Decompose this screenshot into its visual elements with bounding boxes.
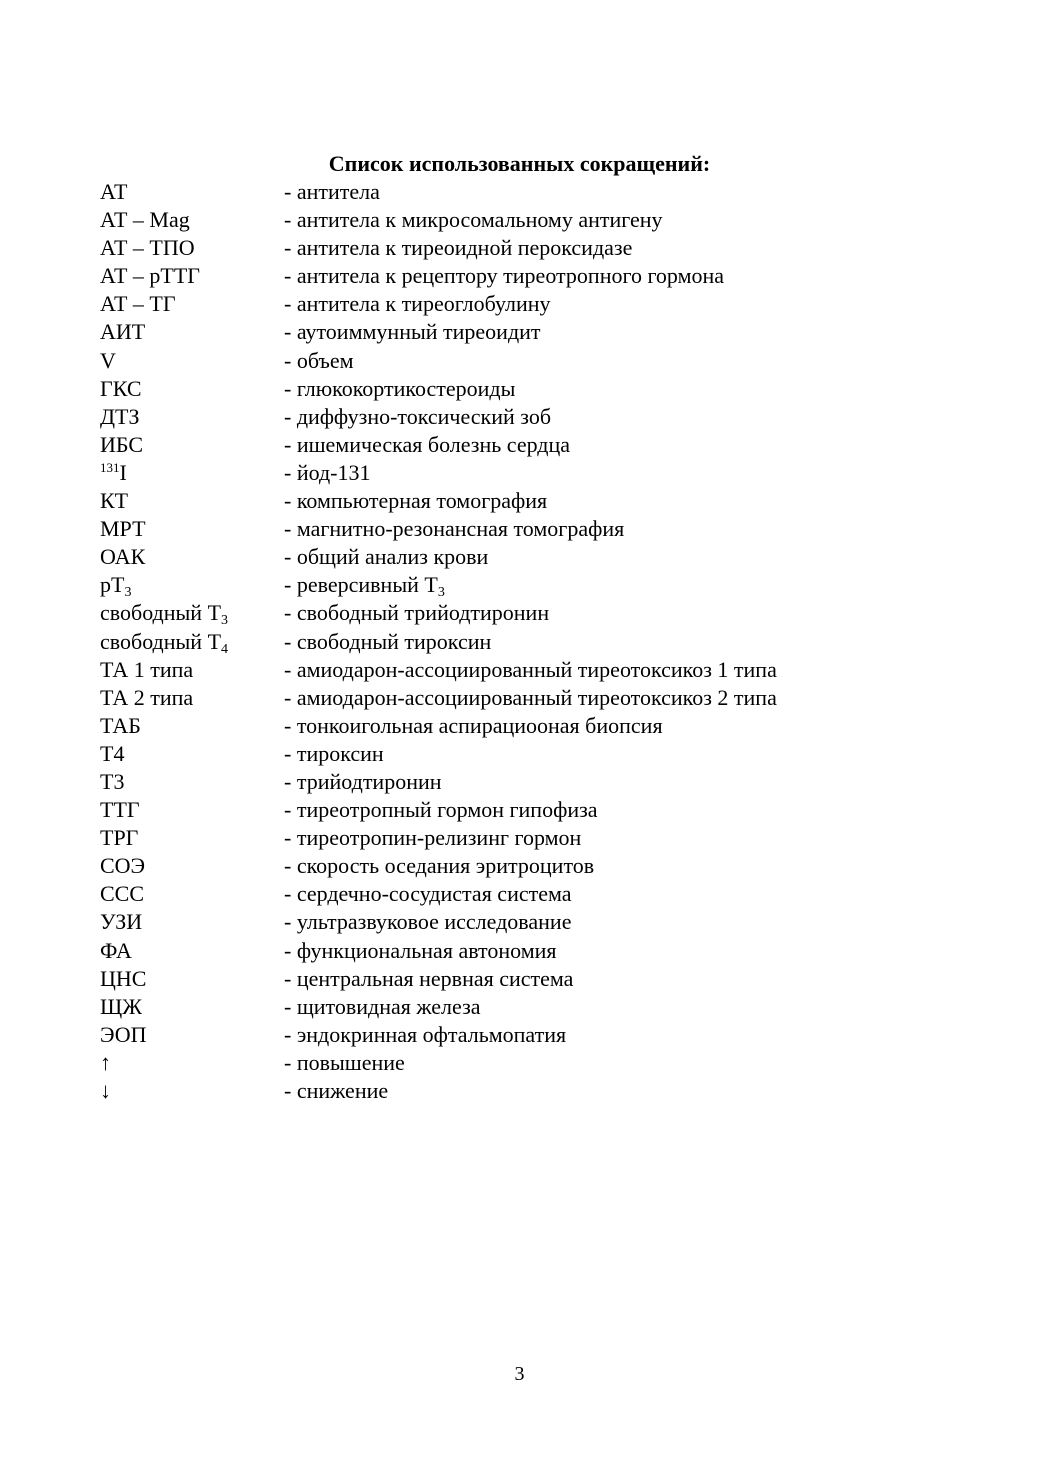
abbreviation-term-text: ДТЗ: [100, 403, 140, 429]
abbreviation-term: [100, 684, 193, 712]
abbreviation-definition-text: - щитовидная железа: [284, 993, 481, 1019]
abbreviation-term: [100, 487, 128, 515]
abbreviation-term-text: ↓: [100, 1078, 111, 1103]
abbreviation-list: [0, 178, 1039, 1105]
abbreviation-term-text: СОЭ: [100, 853, 146, 879]
abbreviation-row: [0, 543, 1039, 571]
abbreviation-row: [0, 1077, 1039, 1105]
abbreviation-term: [100, 908, 142, 936]
abbreviation-term-text: Т4: [100, 740, 125, 766]
abbreviation-term-text: ТРГ: [100, 825, 139, 851]
abbreviation-term-text: ССС: [100, 881, 145, 907]
abbreviation-row: [0, 290, 1039, 318]
abbreviation-definition: [284, 740, 384, 768]
abbreviation-row: [0, 993, 1039, 1021]
abbreviation-row: [0, 178, 1039, 206]
abbreviation-term-text: ФА: [100, 937, 132, 963]
abbreviation-definition-text: - реверсивный Т: [284, 572, 438, 598]
abbreviation-definition-text: - функциональная автономия: [284, 937, 557, 963]
abbreviation-term-text: ТАБ: [100, 712, 141, 738]
abbreviation-row: [0, 712, 1039, 740]
abbreviation-definition-text: - тироксин: [284, 740, 384, 766]
abbreviation-definition-text: - антитела к тиреоидной пероксидазе: [284, 235, 633, 261]
abbreviation-term: [100, 403, 139, 431]
abbreviation-definition: [284, 262, 724, 290]
abbreviation-term: [100, 543, 145, 571]
abbreviation-row: [0, 628, 1039, 656]
abbreviation-definition-text: - ультразвуковое исследование: [284, 909, 572, 935]
abbreviation-term-text: АИТ: [100, 319, 146, 345]
abbreviation-row: [0, 318, 1039, 346]
abbreviation-definition: [284, 571, 445, 599]
abbreviation-row: [0, 234, 1039, 262]
abbreviation-definition-text: - аутоиммунный тиреоидит: [284, 319, 541, 345]
abbreviation-definition: [284, 908, 571, 936]
abbreviation-definition-text: - центральная нервная система: [284, 965, 574, 991]
abbreviation-row: [0, 1021, 1039, 1049]
abbreviation-term-text: свободный Т: [100, 600, 222, 626]
abbreviation-definition: [284, 515, 624, 543]
abbreviation-definition: [284, 993, 481, 1021]
abbreviation-term: [100, 599, 228, 627]
abbreviation-term-text: АТ – Mag: [100, 207, 190, 233]
abbreviation-row: [0, 571, 1039, 599]
abbreviation-term: [100, 318, 145, 346]
abbreviation-row: [0, 599, 1039, 627]
abbreviation-definition: [284, 628, 491, 656]
abbreviation-term-text: ЭОП: [100, 1021, 147, 1047]
abbreviation-row: [0, 684, 1039, 712]
abbreviation-row: [0, 852, 1039, 880]
abbreviation-definition: [284, 347, 354, 375]
abbreviation-definition-text: - йод-131: [284, 459, 371, 485]
abbreviation-definition: [284, 178, 380, 206]
abbreviation-definition-text: - антитела к рецептору тиреотропного гормона: [284, 263, 725, 289]
abbreviation-definition-text: - повышение: [284, 1049, 405, 1075]
abbreviation-definition: [284, 656, 777, 684]
abbreviation-term-text: ОАК: [100, 544, 146, 570]
abbreviation-term-text: АТ – рТТГ: [100, 263, 200, 289]
abbreviation-row: [0, 262, 1039, 290]
abbreviation-row: [0, 347, 1039, 375]
abbreviation-term: [100, 1049, 111, 1077]
abbreviation-term-text: I: [119, 459, 127, 485]
abbreviation-term-text: АТ – ТПО: [100, 235, 195, 261]
abbreviation-row: [0, 515, 1039, 543]
abbreviation-definition-text: - магнитно-резонансная томография: [284, 516, 625, 542]
abbreviation-term-text: ГКС: [100, 375, 142, 401]
abbreviation-term-text: ЦНС: [100, 965, 147, 991]
abbreviation-row: [0, 824, 1039, 852]
abbreviation-term-subscript: 4: [221, 641, 229, 657]
abbreviation-definition-text: - тиреотропный гормон гипофиза: [284, 797, 598, 823]
abbreviation-definition-text: - свободный тироксин: [284, 628, 492, 654]
abbreviation-row: [0, 431, 1039, 459]
abbreviation-row: [0, 768, 1039, 796]
abbreviation-definition-text: - трийодтиронин: [284, 768, 442, 794]
abbreviation-term-subscript: 3: [124, 585, 132, 601]
abbreviation-definition: [284, 375, 515, 403]
abbreviation-term: [100, 740, 124, 768]
abbreviation-definition-text: - антитела к микросомальному антигену: [284, 207, 663, 233]
abbreviation-definition-text: - скорость оседания эритроцитов: [284, 853, 595, 879]
abbreviation-definition-text: - ишемическая болезнь сердца: [284, 431, 571, 457]
abbreviation-term: [100, 178, 127, 206]
abbreviation-definition: [284, 318, 541, 346]
abbreviation-term: [100, 993, 142, 1021]
abbreviation-term-text: ТА 2 типа: [100, 684, 194, 710]
abbreviation-term-text: рТ: [100, 572, 125, 598]
abbreviation-term: [100, 515, 146, 543]
abbreviation-term: [100, 290, 176, 318]
abbreviation-definition: [284, 403, 551, 431]
abbreviation-definition-text: - свободный трийодтиронин: [284, 600, 550, 626]
abbreviation-term: [100, 796, 140, 824]
abbreviation-row: [0, 740, 1039, 768]
abbreviation-definition-subscript: 3: [437, 585, 445, 601]
abbreviation-row: [0, 1049, 1039, 1077]
abbreviation-definition: [284, 1049, 405, 1077]
abbreviation-term: [100, 1021, 147, 1049]
abbreviation-definition-text: - тиреотропин-релизинг гормон: [284, 825, 582, 851]
abbreviation-definition: [284, 290, 551, 318]
abbreviation-definition: [284, 1077, 388, 1105]
abbreviation-term: [100, 347, 116, 375]
abbreviation-definition-text: - эндокринная офтальмопатия: [284, 1021, 567, 1047]
abbreviation-term: [100, 431, 143, 459]
abbreviation-row: [0, 796, 1039, 824]
abbreviation-definition: [284, 880, 572, 908]
abbreviation-term: [100, 375, 142, 403]
abbreviation-definition: [284, 965, 573, 993]
abbreviation-row: [0, 656, 1039, 684]
abbreviation-term-text: АТ: [100, 179, 128, 204]
abbreviation-definition-text: - антитела к тиреоглобулину: [284, 291, 551, 317]
abbreviation-definition: [284, 684, 777, 712]
abbreviation-term: [100, 852, 145, 880]
abbreviation-definition: [284, 487, 547, 515]
abbreviation-row: [0, 937, 1039, 965]
abbreviation-definition: [284, 824, 581, 852]
abbreviation-term: [100, 571, 131, 599]
abbreviation-term-text: КТ: [100, 488, 129, 514]
abbreviation-term-text: свободный Т: [100, 628, 222, 654]
abbreviation-term-text: ↑: [100, 1049, 111, 1075]
abbreviation-term: [100, 206, 190, 234]
abbreviation-definition: [284, 599, 549, 627]
abbreviation-term-text: УЗИ: [100, 909, 143, 935]
abbreviation-definition: [284, 206, 663, 234]
abbreviation-row: [0, 965, 1039, 993]
abbreviation-term: [100, 768, 124, 796]
abbreviation-term-subscript: 3: [221, 613, 229, 629]
abbreviation-definition: [284, 937, 557, 965]
abbreviation-definition-text: - компьютерная томография: [284, 488, 548, 514]
abbreviation-row: [0, 206, 1039, 234]
page-number: 3: [514, 1363, 525, 1385]
abbreviation-definition: [284, 796, 598, 824]
abbreviation-term: [100, 1077, 111, 1105]
abbreviation-term: [100, 937, 132, 965]
abbreviation-term: [100, 656, 193, 684]
abbreviation-definition: [284, 712, 663, 740]
abbreviation-term-text: Т3: [100, 768, 125, 794]
abbreviation-row: [0, 880, 1039, 908]
abbreviation-row: [0, 908, 1039, 936]
abbreviation-term-text: МРТ: [100, 516, 146, 542]
abbreviation-definition: [284, 1021, 566, 1049]
abbreviation-definition-text: - тонкоигольная аспирациооная биопсия: [284, 712, 663, 738]
abbreviation-term: [100, 234, 195, 262]
abbreviation-row: [0, 375, 1039, 403]
abbreviation-term-text: АТ – ТГ: [100, 291, 176, 317]
abbreviation-term-text: V: [100, 347, 116, 373]
abbreviation-term-text: ТТГ: [100, 797, 140, 823]
abbreviation-definition-text: - сердечно-сосудистая система: [284, 881, 572, 907]
abbreviation-definition: [284, 431, 570, 459]
abbreviation-row: [0, 487, 1039, 515]
abbreviation-definition-text: - объем: [284, 347, 354, 373]
abbreviation-definition-text: - диффузно-токсический зоб: [284, 403, 552, 429]
abbreviation-term-text: ИБС: [100, 431, 144, 457]
abbreviation-term-superscript: 131: [100, 459, 120, 475]
abbreviation-definition: [284, 234, 632, 262]
abbreviation-definition: [284, 543, 488, 571]
abbreviation-term-text: ТА 1 типа: [100, 656, 194, 682]
abbreviation-definition-text: - антитела: [284, 179, 380, 204]
abbreviation-row: [0, 459, 1039, 487]
abbreviation-term: [100, 628, 228, 656]
abbreviation-definition-text: - амиодарон-ассоциированный тиреотоксикоз 2 типа: [284, 684, 777, 710]
abbreviation-term: [100, 712, 141, 740]
abbreviation-term: [100, 824, 138, 852]
abbreviation-definition: [284, 459, 371, 487]
abbreviation-term: [100, 459, 127, 487]
abbreviation-definition-text: - снижение: [284, 1078, 389, 1103]
abbreviation-definition: [284, 768, 442, 796]
abbreviation-term: [100, 965, 146, 993]
abbreviation-term: [100, 880, 144, 908]
abbreviation-definition: [284, 852, 594, 880]
abbreviation-definition-text: - глюкокортикостероиды: [284, 375, 516, 401]
abbreviation-row: [0, 403, 1039, 431]
abbreviation-term-text: ЩЖ: [100, 993, 142, 1019]
page-title: Список использованных сокращений:: [328, 151, 711, 176]
abbreviation-definition-text: - амиодарон-ассоциированный тиреотоксикоз 1 типа: [284, 656, 777, 682]
abbreviation-definition-text: - общий анализ крови: [284, 544, 489, 570]
abbreviation-term: [100, 262, 200, 290]
